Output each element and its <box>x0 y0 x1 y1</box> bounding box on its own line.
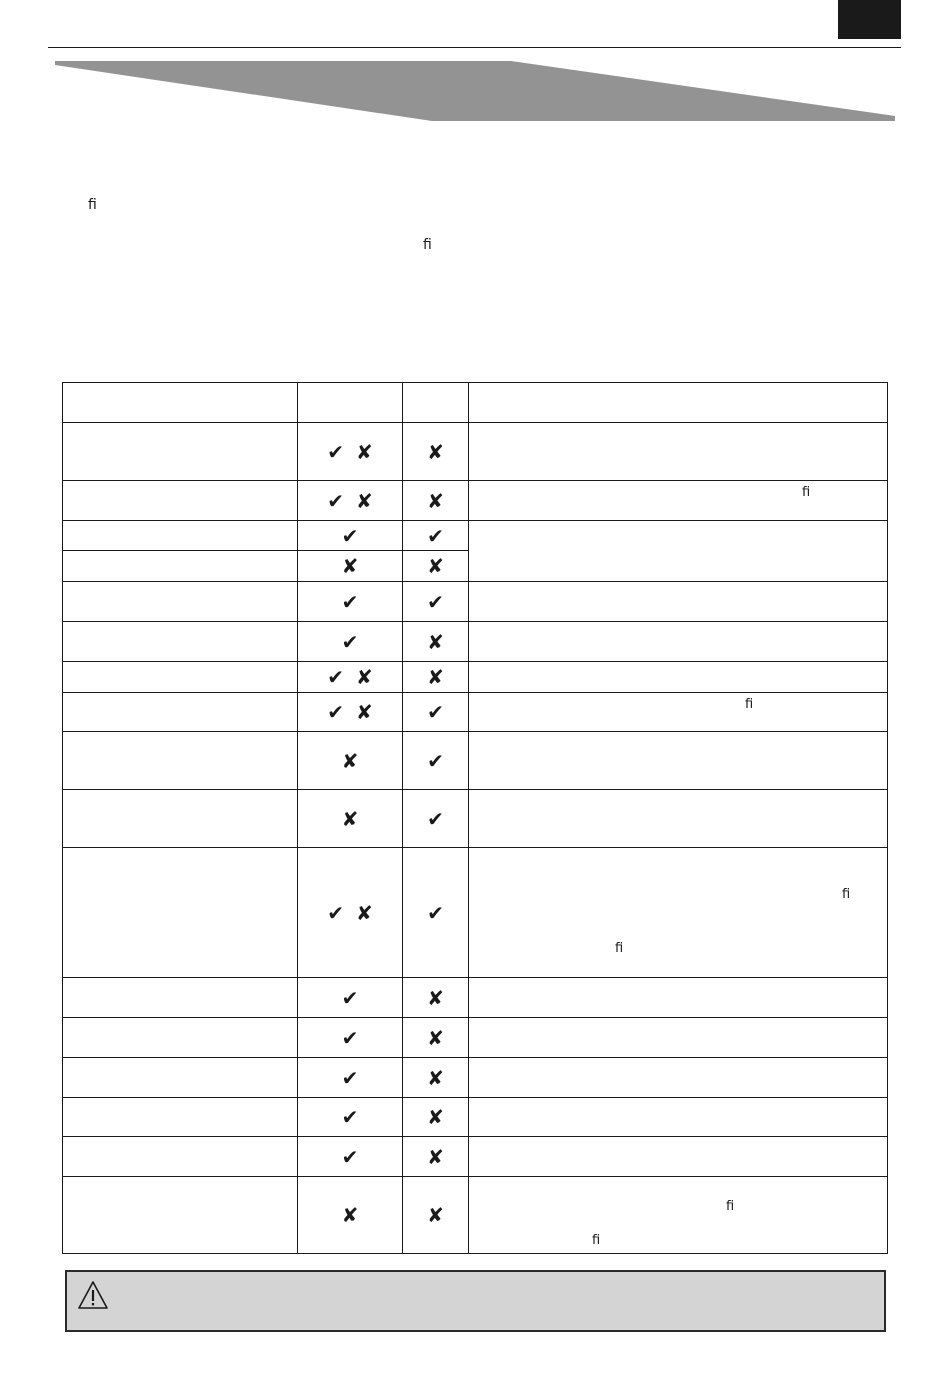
note-cell <box>469 1098 888 1137</box>
cross-icon: ✘ <box>427 1203 444 1227</box>
cross-icon: ✘ <box>427 1105 444 1129</box>
table-row <box>63 1098 888 1137</box>
label-cell <box>63 693 298 732</box>
note-cell <box>469 848 888 978</box>
cross-icon: ✘ <box>427 439 444 464</box>
col3-cell <box>403 693 469 732</box>
check-icon: ✔ <box>327 488 344 513</box>
label-cell <box>63 1058 298 1098</box>
table-row <box>63 1137 888 1177</box>
check-icon: ✔ <box>427 806 444 831</box>
cross-icon: ✘ <box>427 629 444 654</box>
col2-cell <box>298 1177 403 1254</box>
table-row <box>63 662 888 693</box>
check-icon: ✔ <box>327 900 344 925</box>
check-icon: ✔ <box>341 629 359 654</box>
cross-icon: ✘ <box>356 700 373 724</box>
label-cell <box>63 582 298 622</box>
label-cell <box>63 978 298 1018</box>
cross-icon: ✘ <box>427 665 444 689</box>
check-icon: ✔ <box>341 523 359 548</box>
label-cell <box>63 423 298 481</box>
col3-cell <box>403 551 469 582</box>
label-cell <box>63 622 298 662</box>
table-row <box>63 521 888 551</box>
col2-cell <box>298 423 403 481</box>
col2-cell <box>298 662 403 693</box>
cross-icon: ✘ <box>341 554 359 578</box>
col2-cell <box>298 521 403 551</box>
col2-cell <box>298 551 403 582</box>
table-row <box>63 622 888 662</box>
col2-cell <box>298 790 403 848</box>
table-row <box>63 848 888 978</box>
table-row <box>63 1018 888 1058</box>
note-ligature: ﬁ <box>726 1199 735 1214</box>
table-row <box>63 1177 888 1254</box>
cross-icon: ✘ <box>356 900 373 925</box>
note-ligature: ﬁ <box>615 941 624 956</box>
label-cell <box>63 732 298 790</box>
col3-cell <box>403 662 469 693</box>
col2-cell <box>298 978 403 1018</box>
col3-cell <box>403 1058 469 1098</box>
col2-cell <box>298 1098 403 1137</box>
col3-cell <box>403 582 469 622</box>
check-icon: ✔ <box>427 748 444 773</box>
check-icon: ✔ <box>327 665 344 689</box>
cross-icon: ✘ <box>356 665 373 689</box>
label-cell <box>63 848 298 978</box>
cross-icon: ✘ <box>341 806 359 831</box>
note-cell <box>469 1137 888 1177</box>
cross-icon: ✘ <box>427 985 444 1010</box>
feature-table <box>62 382 888 1254</box>
table-row <box>63 481 888 521</box>
note-cell <box>469 622 888 662</box>
note-ligature: ﬁ <box>802 485 811 500</box>
note-cell <box>469 582 888 622</box>
col3-cell <box>403 622 469 662</box>
col3-cell <box>403 978 469 1018</box>
table-row <box>63 732 888 790</box>
cross-icon: ✘ <box>356 439 373 464</box>
cross-icon: ✘ <box>427 554 444 578</box>
cross-icon: ✘ <box>427 1025 444 1050</box>
note-ligature: ﬁ <box>842 887 851 902</box>
col2-cell <box>298 582 403 622</box>
label-cell <box>63 662 298 693</box>
note-cell <box>469 732 888 790</box>
col3-cell <box>403 732 469 790</box>
cross-icon: ✘ <box>341 748 359 773</box>
cross-icon: ✘ <box>356 488 373 513</box>
note-cell <box>469 790 888 848</box>
label-cell <box>63 1177 298 1254</box>
col2-cell <box>298 732 403 790</box>
col3-cell <box>403 521 469 551</box>
note-cell <box>469 1018 888 1058</box>
note-ligature: ﬁ <box>745 697 754 712</box>
table-row <box>63 978 888 1018</box>
cross-icon: ✘ <box>427 1144 444 1169</box>
label-cell <box>63 1137 298 1177</box>
check-icon: ✔ <box>341 1105 359 1129</box>
header-cell <box>469 383 888 423</box>
label-cell <box>63 521 298 551</box>
check-icon: ✔ <box>341 1144 359 1169</box>
note-ligature: ﬁ <box>592 1233 601 1248</box>
label-cell <box>63 1018 298 1058</box>
col3-cell <box>403 423 469 481</box>
table-header-row <box>63 383 888 423</box>
check-icon: ✔ <box>427 589 444 614</box>
col3-cell <box>403 848 469 978</box>
table-row <box>63 423 888 481</box>
col3-cell <box>403 1098 469 1137</box>
col2-cell <box>298 481 403 521</box>
cross-icon: ✘ <box>427 488 444 513</box>
header-cell <box>298 383 403 423</box>
table-row <box>63 790 888 848</box>
check-icon: ✔ <box>327 700 344 724</box>
label-cell <box>63 1098 298 1137</box>
note-cell <box>469 693 888 732</box>
cross-icon: ✘ <box>427 1065 444 1090</box>
check-icon: ✔ <box>427 523 444 548</box>
check-icon: ✔ <box>327 439 344 464</box>
col2-cell <box>298 622 403 662</box>
header-cell <box>63 383 298 423</box>
table-row <box>63 582 888 622</box>
intro-ligature: ﬁ <box>423 237 432 253</box>
col3-cell <box>403 1018 469 1058</box>
col2-cell <box>298 1058 403 1098</box>
label-cell <box>63 551 298 582</box>
col3-cell <box>403 481 469 521</box>
col2-cell <box>298 1137 403 1177</box>
note-cell <box>469 481 888 521</box>
note-cell <box>469 662 888 693</box>
col3-cell <box>403 790 469 848</box>
label-cell <box>63 790 298 848</box>
intro-ligature: ﬁ <box>88 197 97 213</box>
cross-icon: ✘ <box>341 1203 359 1227</box>
check-icon: ✔ <box>341 985 359 1010</box>
note-cell <box>469 1177 888 1254</box>
col2-cell <box>298 693 403 732</box>
note-cell <box>469 978 888 1018</box>
note-cell <box>469 1058 888 1098</box>
col3-cell <box>403 1137 469 1177</box>
check-icon: ✔ <box>427 700 444 724</box>
note-cell <box>469 423 888 481</box>
check-icon: ✔ <box>341 1025 359 1050</box>
col2-cell <box>298 1018 403 1058</box>
check-icon: ✔ <box>341 1065 359 1090</box>
col3-cell <box>403 1177 469 1254</box>
col2-cell <box>298 848 403 978</box>
table-row <box>63 693 888 732</box>
warning-box <box>65 1270 886 1332</box>
section-banner <box>0 0 950 130</box>
table-row <box>63 1058 888 1098</box>
note-cell <box>469 521 888 582</box>
check-icon: ✔ <box>427 900 444 925</box>
warning-triangle-icon <box>77 1280 109 1312</box>
label-cell <box>63 481 298 521</box>
check-icon: ✔ <box>341 589 359 614</box>
header-cell <box>403 383 469 423</box>
